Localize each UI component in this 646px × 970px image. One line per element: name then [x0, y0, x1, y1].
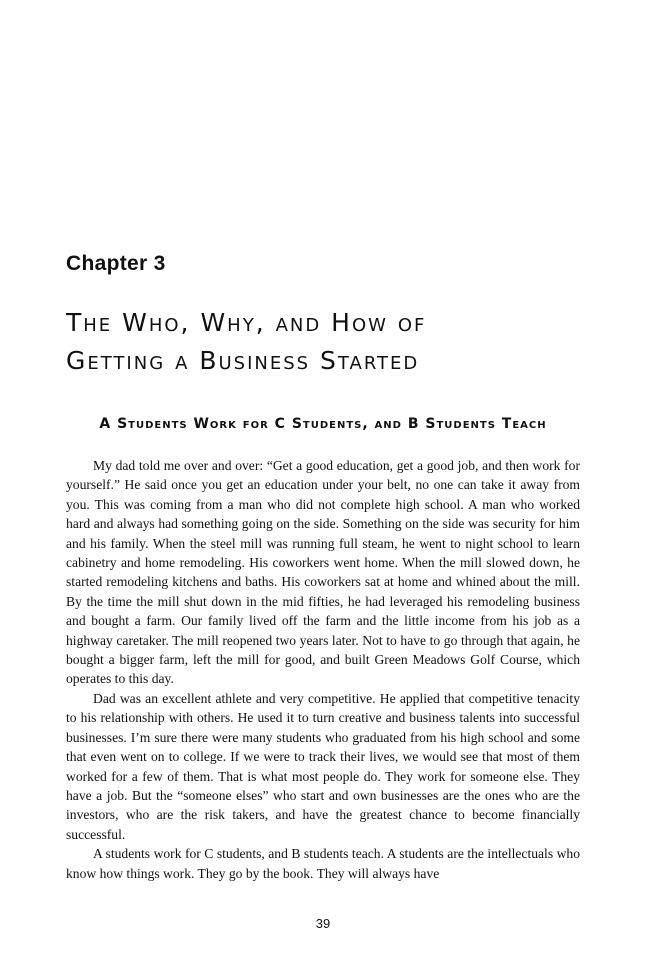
page-number: 39: [315, 916, 331, 931]
paragraph: A students work for C students, and B students teach. A students are the intellectuals who know how things work. They go by the book. They will always have: [66, 846, 580, 881]
section-heading: A Students Work for C Students, and B Students Teach: [99, 416, 547, 432]
chapter-label: Chapter 3: [66, 252, 166, 275]
body-text: [66, 456, 580, 902]
paragraph: Dad was an excellent athlete and very competitive. He applied that competitive tenacity to his relationship with others. He used it to turn creative and business talents into successful businesses. I’m sure there were many students who graduated from his high school and some that even went on to college. If we were to track their lives, we would see that most of them worked for a few of them. That is what most people do. They work for someone else. They have a job. But the “someone elses” who start and own businesses are the ones who are the investors, who are the risk takers, and have the greatest chance to become financially successful.: [66, 690, 580, 842]
chapter-title-line: The Who, Why, and How of: [66, 308, 427, 337]
chapter-title-line: Getting a Business Started: [66, 346, 420, 375]
chapter-title: [66, 304, 426, 380]
paragraph: My dad told me over and over: “Get a good education, get a good job, and then work for yourself.” He said once you get an education under your belt, no one can take it away from you. This was coming from a man who did not complete high school. A man who worked hard and always had something going on the side. Something on the side was security for him and his family. When the steel mill was running full steam, he went to night school to learn cabinetry and home remodeling. His coworkers went home. When the mill slowed down, he started remodeling kitchens and baths. His coworkers sat at home and whined about the mill. By the time the mill shut down in the mid fifties, he had leveraged his remodeling business and bought a farm. Our family lived off the farm and the little income from his job as a highway caretaker. The mill reopened two years later. Not to have to go through that again, he bought a bigger farm, left the mill for good, and built Green Meadows Golf Course, which operates to this day.: [66, 458, 580, 687]
